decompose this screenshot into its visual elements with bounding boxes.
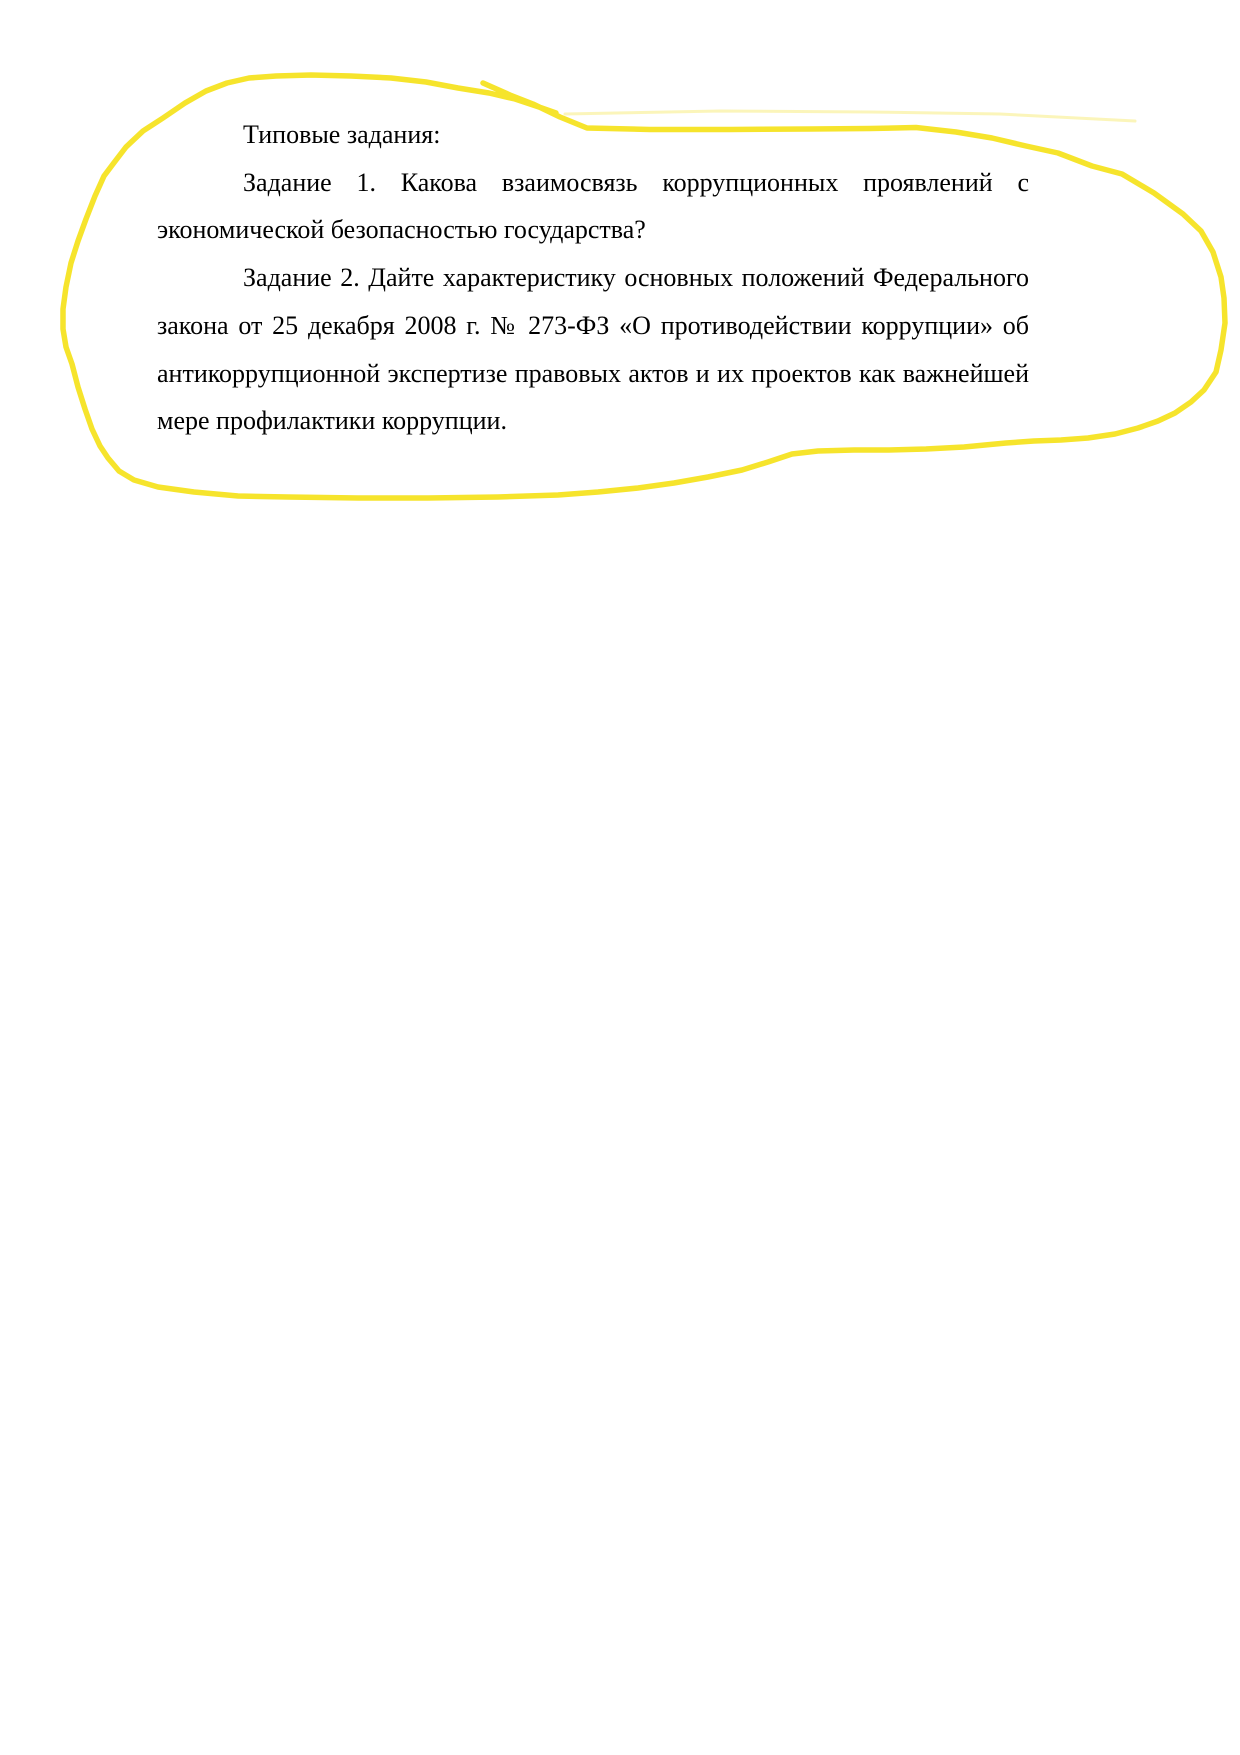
text-line: Задание 1. Какова взаимосвязь коррупционных проявлений с bbox=[243, 167, 1029, 197]
paragraph-typical-tasks-heading bbox=[157, 111, 1029, 159]
paragraph-task-1 bbox=[157, 159, 1029, 254]
paragraph-task-2 bbox=[157, 254, 1029, 445]
text-line: закона от 25 декабря 2008 г. № 273-ФЗ «О противодействии коррупции» об bbox=[157, 310, 1029, 340]
text-line: экономической безопасностью государства? bbox=[157, 215, 646, 245]
text-line: Типовые задания: bbox=[243, 120, 441, 149]
text-line: Задание 2. Дайте характеристику основных положений Федерального bbox=[243, 263, 1029, 293]
text-line: мере профилактики коррупции. bbox=[157, 406, 507, 436]
text-line: антикоррупционной экспертизе правовых актов и их проектов как важнейшей bbox=[157, 358, 1029, 388]
document-text bbox=[157, 111, 1029, 445]
